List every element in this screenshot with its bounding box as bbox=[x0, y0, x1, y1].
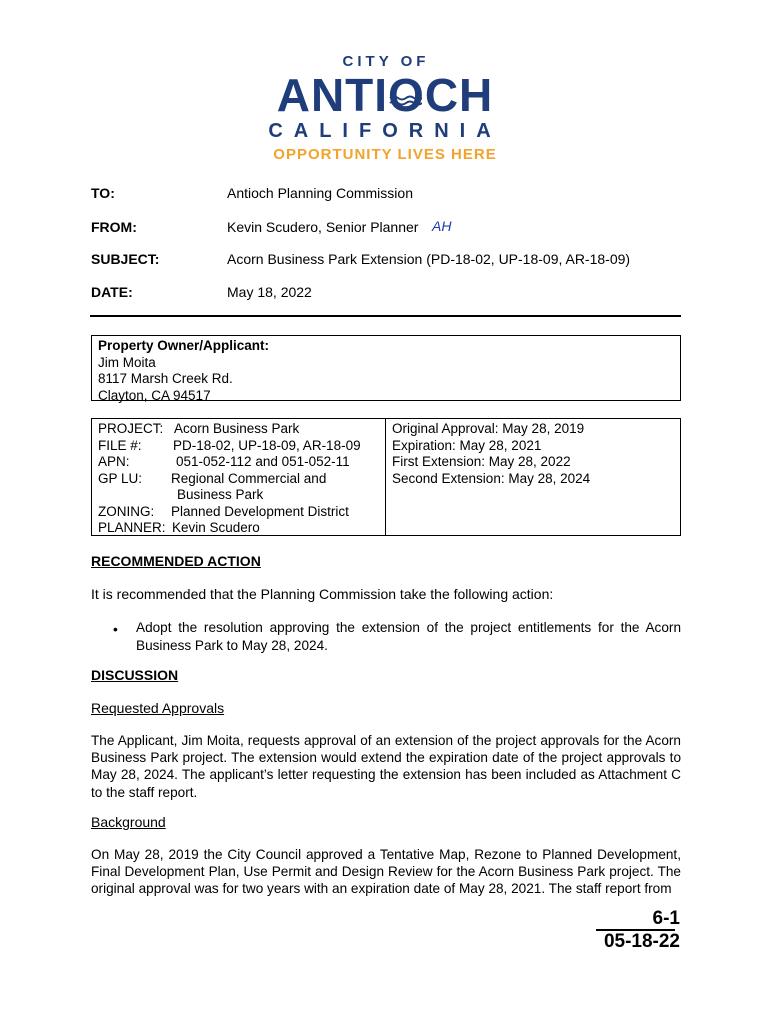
recommended-bullet: Adopt the resolution approving the extension of the project entitlements for the Acorn Business Park to May 28, 2024. bbox=[136, 620, 681, 653]
file-value: PD-18-02, UP-18-09, AR-18-09 bbox=[173, 437, 361, 453]
owner-line: Clayton, CA 94517 bbox=[98, 387, 211, 403]
page-number: 6-1 bbox=[652, 908, 680, 929]
planner-value: Kevin Scudero bbox=[172, 520, 260, 535]
gplu-value-cont: Business Park bbox=[177, 487, 264, 502]
date-label: DATE: bbox=[91, 284, 133, 300]
to-value: Antioch Planning Commission bbox=[227, 185, 413, 201]
apn-value: 051-052-112 and 051-052-11 bbox=[176, 454, 350, 469]
owner-line: 8117 Marsh Creek Rd. bbox=[98, 371, 233, 386]
gplu-label: GP LU: bbox=[98, 470, 143, 486]
project-details bbox=[92, 419, 386, 535]
recommended-intro: It is recommended that the Planning Commission take the following action: bbox=[91, 586, 554, 602]
bullet-icon: • bbox=[113, 621, 118, 637]
from-label: FROM: bbox=[91, 219, 137, 235]
zoning-value: Planned Development District bbox=[171, 503, 349, 519]
requested-approvals-text: The Applicant, Jim Moita, requests approval of an extension of the project approvals for the Acorn Business Park project. The extension would extend the expiration date of the project approvals to May 28, 2024. The applicant’s letter requesting the extension has been included as Attachment C to the staff report. bbox=[91, 733, 681, 800]
subject-value: Acorn Business Park Extension (PD-18-02, UP-18-09, AR-18-09) bbox=[227, 251, 631, 267]
from-value: Kevin Scudero, Senior Planner bbox=[227, 219, 419, 235]
project-label: PROJECT: bbox=[98, 421, 164, 436]
logo-antioch: ANTIOCH bbox=[276, 69, 494, 121]
planner-label: PLANNER: bbox=[98, 520, 166, 535]
header-divider bbox=[90, 315, 681, 317]
date-second-extension: Second Extension: May 28, 2024 bbox=[392, 470, 591, 486]
apn-label: APN: bbox=[98, 454, 130, 469]
project-value: Acorn Business Park bbox=[174, 421, 300, 436]
owner-line: Jim Moita bbox=[98, 354, 156, 370]
logo-city-of: CITY OF bbox=[342, 53, 430, 70]
page-date-code: 05-18-22 bbox=[603, 931, 680, 952]
project-box bbox=[91, 418, 681, 536]
discussion-heading: DISCUSSION bbox=[91, 667, 179, 683]
date-first-extension: First Extension: May 28, 2022 bbox=[392, 454, 571, 469]
handwritten-initials: AH bbox=[432, 218, 452, 234]
date-expiration: Expiration: May 28, 2021 bbox=[392, 437, 542, 453]
wave-icon bbox=[388, 94, 422, 108]
logo-tagline: OPPORTUNITY LIVES HERE bbox=[273, 146, 497, 163]
project-dates bbox=[386, 419, 596, 489]
background-heading: Background bbox=[91, 814, 166, 830]
gplu-value: Regional Commercial and bbox=[171, 470, 327, 486]
file-label: FILE #: bbox=[98, 437, 142, 453]
logo-california: CALIFORNIA bbox=[268, 120, 502, 142]
to-label: TO: bbox=[91, 185, 115, 201]
owner-box bbox=[91, 335, 681, 401]
date-value: May 18, 2022 bbox=[227, 284, 312, 300]
zoning-label: ZONING: bbox=[98, 503, 155, 519]
recommended-action-heading: RECOMMENDED ACTION bbox=[91, 553, 261, 569]
owner-heading: Property Owner/Applicant: bbox=[98, 338, 270, 353]
subject-label: SUBJECT: bbox=[91, 251, 160, 267]
requested-approvals-heading: Requested Approvals bbox=[91, 700, 225, 716]
date-original: Original Approval: May 28, 2019 bbox=[392, 421, 585, 436]
background-text: On May 28, 2019 the City Council approved a Tentative Map, Rezone to Planned Development, Final Development Plan, Use Permit and Design Review for the Acorn Business Park project. The original approval was for two years with an expiration date of May 28, 2021. The staff report from bbox=[91, 847, 681, 897]
